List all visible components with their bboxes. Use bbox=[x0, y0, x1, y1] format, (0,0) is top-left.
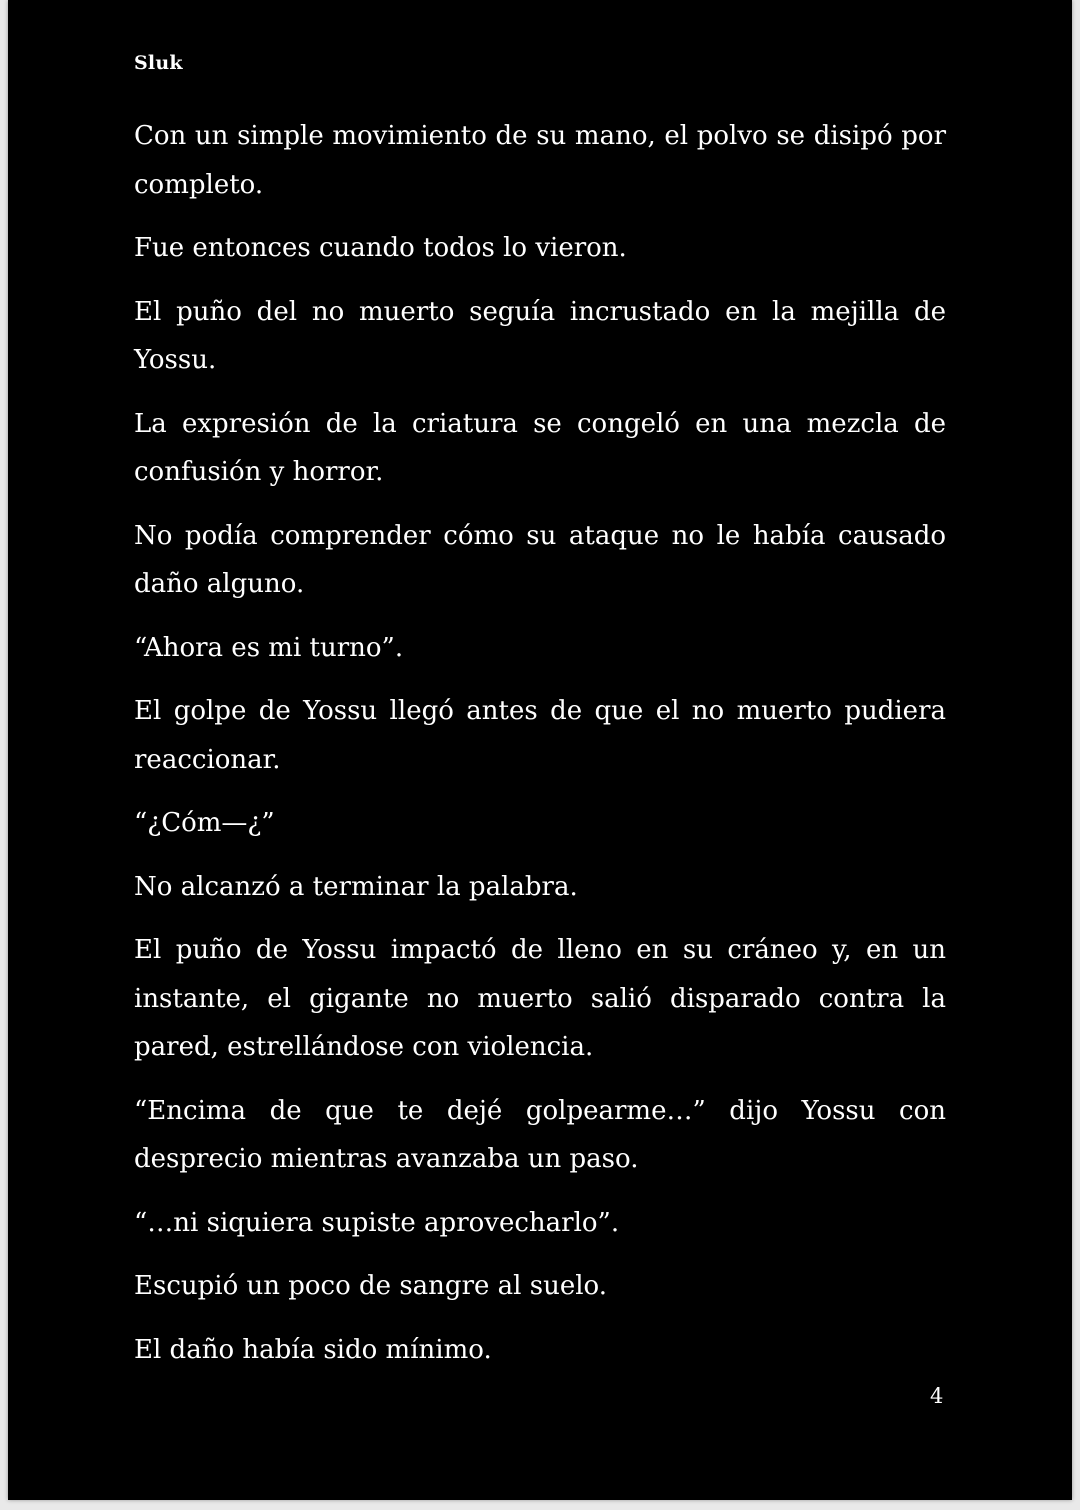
paragraph: El daño había sido mínimo. bbox=[134, 1334, 492, 1365]
paragraph: El puño de Yossu impactó de lleno en su cráneo y, en un instante, el gigante no muerto salió disparado contra la pared, estrellándose con violencia. bbox=[134, 935, 946, 1062]
paragraph: “…ni siquiera supiste aprovecharlo”. bbox=[134, 1207, 620, 1238]
paragraph: Escupió un poco de sangre al suelo. bbox=[134, 1271, 607, 1301]
paragraph: El puño del no muerto seguía incrustado en la mejilla de Yossu. bbox=[134, 296, 946, 375]
paragraph: “Encima de que te dejé golpearme…” dijo Yossu con desprecio mientras avanzaba un paso. bbox=[134, 1095, 946, 1174]
paragraph: No alcanzó a terminar la palabra. bbox=[134, 871, 578, 902]
running-header-title: Sluk bbox=[134, 52, 183, 74]
paragraph: Con un simple movimiento de su mano, el polvo se disipó por completo. bbox=[134, 121, 946, 200]
document-page bbox=[8, 0, 1072, 1500]
paragraph: No podía comprender cómo su ataque no le había causado daño alguno. bbox=[134, 520, 946, 599]
paragraph: La expresión de la criatura se congeló en una mezcla de confusión y horror. bbox=[134, 408, 946, 487]
page-number: 4 bbox=[930, 1384, 944, 1408]
paragraph: “Ahora es mi turno”. bbox=[134, 632, 404, 663]
body-text bbox=[134, 112, 946, 1389]
paragraph: Fue entonces cuando todos lo vieron. bbox=[134, 233, 627, 263]
paragraph: El golpe de Yossu llegó antes de que el no muerto pudiera reaccionar. bbox=[134, 696, 946, 775]
paragraph: “¿Cóm—¿” bbox=[134, 808, 275, 838]
